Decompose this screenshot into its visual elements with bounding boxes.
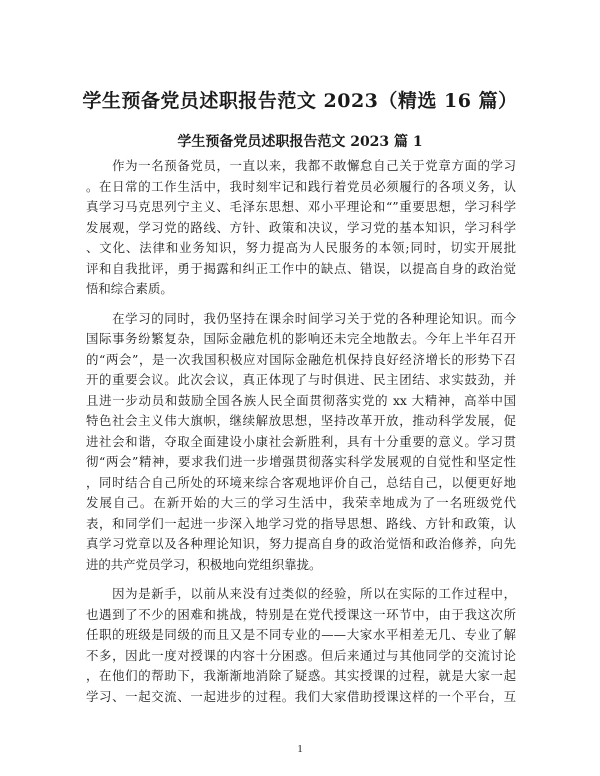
paragraph-line: 国际事务纷繁复杂，国际金融危机的影响还未完全地散去。今年上半年召开 [86,331,516,346]
section-title: 学生预备党员述职报告范文 2023 篇 1 [177,134,423,150]
paragraph-line: 且进一步动员和鼓励全国各族人民全面贯彻落实党的 xx 大精神，高举中国 [86,392,516,408]
page-number: 1 [297,743,303,755]
paragraph-line: 发展自己。在新开始的大三的学习生活中，我荣幸地成为了一名班级党代 [86,495,516,510]
paragraph-line: 的“两会”，是一次我国积极应对国际金融危机保持良好经济增长的形势下召 [86,351,516,367]
paragraph-line: 不多，因此一度对授课的内容十分困惑。但后来通过与其他同学的交流讨论 [86,647,516,663]
paragraph-line: 特色社会主义伟大旗帜，继续解放思想，坚持改革开放，推动科学发展，促 [86,413,516,428]
paragraph-line: 进社会和谐，夺取全面建设小康社会新胜利，具有十分重要的意义。学习贯 [86,433,516,449]
paragraph-line: 学习、一起交流、一起进步的过程。我们大家借助授课这样的一个平台，互 [86,688,516,704]
paragraph-line: 真学习马克思列宁主义、毛泽东思想、邓小平理论和“”重要思想，学习科学 [86,199,516,214]
paragraph-line: ，在他们的帮助下，我渐渐地消除了疑惑。其实授课的过程，就是大家一起 [86,668,516,683]
paragraph-line: 。在日常的工作生活中，我时刻牢记和践行着党员必须履行的各项义务，认 [86,178,516,194]
paragraph-line: 任职的班级是同级的而且又是不同专业的——大家水平相差无几、专业了解 [86,627,516,642]
document-body [86,156,516,716]
paragraph-line: 因为是新手，以前从来没有过类似的经验，所以在实际的工作过程中， [86,586,516,601]
paragraph-line: 在学习的同时，我仍坚持在课余时间学习关于党的各种理论知识。而今 [86,310,516,326]
paragraph-line: 进的共产党员学习，积极地向党组织靠拢。 [86,556,322,572]
paragraph [86,156,516,300]
paragraph [86,584,516,707]
paragraph-line: 表，和同学们一起进一步深入地学习党的指导思想、路线、方针和政策，认 [86,515,516,531]
paragraph-line: 彻“两会”精神，要求我们进一步增强贯彻落实科学发展观的自觉性和坚定性 [86,454,516,469]
paragraph [86,309,516,576]
paragraph-line: 评和自我批评，勇于揭露和纠正工作中的缺点、错误，以提高自身的政治觉 [86,260,516,276]
paragraph-line: 、文化、法律和业务知识，努力提高为人民服务的本领;同时，切实开展批 [86,240,516,255]
paragraph-line: 也遇到了不少的困难和挑战，特别是在党代授课这一环节中，由于我这次所 [86,606,516,622]
paragraph-line: 开的重要会议。此次会议，真正体现了与时俱进、民主团结、求实鼓劲，并 [86,372,516,387]
paragraph-line: 真学习党章以及各种理论知识，努力提高自身的政治觉悟和政治修养，向先 [86,536,516,551]
document-title: 学生预备党员述职报告范文 2023（精选 16 篇） [82,90,518,112]
paragraph-line: 作为一名预备党员，一直以来，我都不敢懈怠自己关于党章方面的学习 [86,158,516,173]
paragraph-line: ，同时结合自己所处的环境来综合客观地评价自己，总结自己，以便更好地 [86,474,516,490]
paragraph-line: 悟和综合素质。 [86,281,173,296]
paragraph-line: 发展观，学习党的路线、方针、政策和决议，学习党的基本知识，学习科学 [86,219,516,235]
